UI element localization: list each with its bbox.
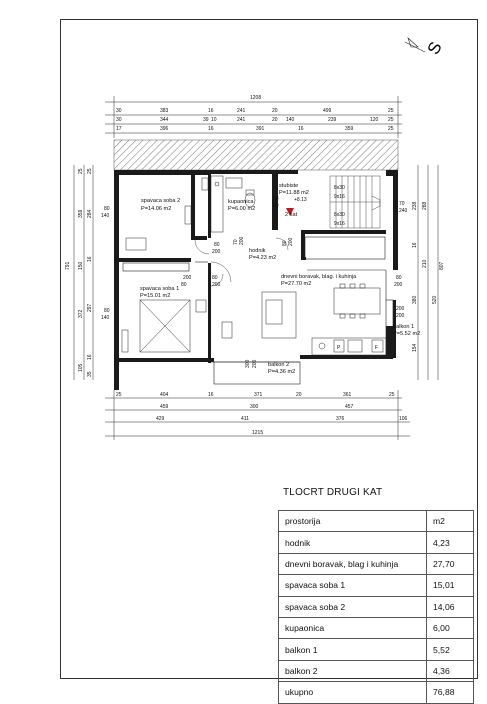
level-text: +8.13 xyxy=(294,197,307,203)
svg-text:80: 80 xyxy=(212,275,218,281)
svg-text:200: 200 xyxy=(239,236,245,245)
svg-text:16: 16 xyxy=(87,354,93,360)
table-row xyxy=(279,660,474,681)
north-arrow-icon xyxy=(405,38,446,58)
row-name: dnevni boravak, blag i kuhinja xyxy=(279,553,427,574)
svg-text:241: 241 xyxy=(237,108,246,114)
svg-text:39: 39 xyxy=(203,117,209,123)
svg-text:16: 16 xyxy=(87,256,93,262)
bedroom-1-furniture xyxy=(122,300,206,352)
svg-text:344: 344 xyxy=(160,117,169,123)
table-header-name: prostorija xyxy=(279,511,427,532)
svg-text:383: 383 xyxy=(160,108,169,114)
table-row xyxy=(279,575,474,596)
svg-text:200: 200 xyxy=(396,306,405,312)
room-balkon1-area: P=5.52 m2 xyxy=(393,331,421,337)
svg-text:140: 140 xyxy=(101,213,110,219)
table-header-unit: m2 xyxy=(427,511,474,532)
table-row xyxy=(279,553,474,574)
row-name: balkon 2 xyxy=(279,660,427,681)
svg-text:288: 288 xyxy=(422,201,428,210)
svg-text:238: 238 xyxy=(412,201,418,210)
svg-text:80: 80 xyxy=(104,206,110,212)
room-soba2-area: P=14.06 m2 xyxy=(141,206,172,212)
dim-top-total: 1208 xyxy=(250,95,262,101)
table-header-row xyxy=(279,511,474,532)
svg-text:105: 105 xyxy=(78,363,84,372)
svg-text:457: 457 xyxy=(345,404,354,410)
table-row xyxy=(279,639,474,660)
svg-text:120: 120 xyxy=(370,117,379,123)
svg-text:200: 200 xyxy=(212,249,221,255)
row-name: spavaca soba 1 xyxy=(279,575,427,596)
svg-text:16: 16 xyxy=(208,392,214,398)
svg-text:25: 25 xyxy=(116,392,122,398)
svg-text:16: 16 xyxy=(298,126,304,132)
north-letter: S xyxy=(423,38,446,58)
row-name: balkon 1 xyxy=(279,639,427,660)
row-value: 14,06 xyxy=(427,596,474,617)
room-balkon1-name: balkon 1 xyxy=(393,324,415,330)
dim-top-row1 xyxy=(116,108,394,114)
svg-text:371: 371 xyxy=(254,392,263,398)
room-hodnik-name: hodnik xyxy=(249,248,266,254)
room-soba2-name: spavaca soba 2 xyxy=(141,198,181,204)
svg-text:25: 25 xyxy=(388,117,394,123)
row-value: 4,23 xyxy=(427,532,474,553)
svg-text:50: 50 xyxy=(273,203,279,209)
svg-text:80: 80 xyxy=(273,196,279,202)
living-room-furniture xyxy=(222,284,386,355)
table-row xyxy=(279,532,474,553)
svg-text:200: 200 xyxy=(212,282,221,288)
svg-text:459: 459 xyxy=(160,404,169,410)
dim-right-col xyxy=(412,201,438,352)
svg-text:380: 380 xyxy=(412,295,418,304)
room-stubiste-name: stubiste xyxy=(279,183,299,189)
room-balkon2-name: balkon 2 xyxy=(268,362,290,368)
svg-text:140: 140 xyxy=(286,117,295,123)
svg-text:80: 80 xyxy=(214,242,220,248)
svg-text:17: 17 xyxy=(116,126,122,132)
roof-hatch xyxy=(114,140,398,170)
stair-label-3: 8x30 xyxy=(334,212,345,218)
svg-text:150: 150 xyxy=(78,261,84,270)
svg-text:10: 10 xyxy=(211,117,217,123)
svg-text:391: 391 xyxy=(256,126,265,132)
table-row xyxy=(279,596,474,617)
dim-right-total: 807 xyxy=(439,261,445,270)
svg-text:241: 241 xyxy=(237,117,246,123)
dim-left-total: 791 xyxy=(65,261,71,270)
svg-text:20: 20 xyxy=(272,117,278,123)
row-value: 5,52 xyxy=(427,639,474,660)
svg-text:404: 404 xyxy=(160,392,169,398)
stair-label-4: 9x16 xyxy=(334,221,345,227)
svg-text:361: 361 xyxy=(343,392,352,398)
svg-text:429: 429 xyxy=(156,416,165,422)
svg-text:411: 411 xyxy=(241,416,249,422)
row-value: 6,00 xyxy=(427,617,474,638)
dim-left-col xyxy=(78,168,93,377)
room-balkon2-area: P=4.36 m2 xyxy=(268,369,296,375)
table-row-total xyxy=(279,682,474,703)
dim-bottom-row1 xyxy=(116,392,395,398)
bedroom-2-furniture xyxy=(126,206,191,250)
room-stubiste-area: P=11.88 m2 xyxy=(279,190,309,196)
svg-text:80: 80 xyxy=(104,308,110,314)
row-name: spavaca soba 2 xyxy=(279,596,427,617)
svg-text:30: 30 xyxy=(116,117,122,123)
row-value: 27,70 xyxy=(427,553,474,574)
svg-text:200: 200 xyxy=(288,237,294,246)
room-soba1-area: P=15.01 m2 xyxy=(140,293,171,299)
floor-level-label: 2 kat xyxy=(285,212,298,218)
svg-text:25: 25 xyxy=(389,392,395,398)
door-dimensions xyxy=(101,196,408,368)
row-value: 15,01 xyxy=(427,575,474,596)
row-name: kupaonica xyxy=(279,617,427,638)
svg-text:70: 70 xyxy=(399,201,405,207)
stair-label-1: 8x30 xyxy=(334,185,345,191)
right-dimensions xyxy=(418,165,438,380)
table-row xyxy=(279,617,474,638)
svg-text:200: 200 xyxy=(396,313,405,319)
svg-text:30: 30 xyxy=(116,108,122,114)
room-dnevni-name: dnevni boravak, blag. i kuhinja xyxy=(281,274,357,280)
room-kupaonica-area: P=6.00 m2 xyxy=(228,206,256,212)
svg-text:359: 359 xyxy=(345,126,354,132)
area-table xyxy=(278,510,474,704)
svg-text:16: 16 xyxy=(412,242,418,248)
svg-text:200: 200 xyxy=(252,359,258,368)
fridge-label: P xyxy=(337,345,341,351)
svg-text:210: 210 xyxy=(422,259,428,268)
svg-text:372: 372 xyxy=(78,309,84,318)
left-dimensions xyxy=(74,165,93,380)
svg-text:200: 200 xyxy=(183,275,192,281)
room-dnevni-area: P=27.70 m2 xyxy=(281,281,312,287)
row-value: 76,88 xyxy=(427,682,474,703)
svg-text:376: 376 xyxy=(336,416,345,422)
row-value: 4,36 xyxy=(427,660,474,681)
svg-text:80: 80 xyxy=(181,282,187,288)
svg-text:396: 396 xyxy=(160,126,169,132)
dim-top-row3 xyxy=(116,126,394,132)
svg-text:16: 16 xyxy=(208,126,214,132)
svg-text:359: 359 xyxy=(78,209,84,218)
svg-text:499: 499 xyxy=(323,108,332,114)
svg-text:25: 25 xyxy=(388,108,394,114)
svg-text:297: 297 xyxy=(87,303,93,312)
svg-text:300: 300 xyxy=(245,359,251,368)
svg-text:35: 35 xyxy=(87,371,93,377)
svg-text:25: 25 xyxy=(78,168,84,174)
svg-text:70: 70 xyxy=(233,239,239,245)
oven-label: F xyxy=(375,345,379,351)
svg-text:154: 154 xyxy=(412,343,418,352)
svg-text:20: 20 xyxy=(272,108,278,114)
svg-text:284: 284 xyxy=(87,209,93,218)
dim-top-row2 xyxy=(116,117,394,123)
dim-bottom-row3 xyxy=(156,416,408,422)
drawing-title: TLOCRT DRUGI KAT xyxy=(283,487,383,498)
row-name: hodnik xyxy=(279,532,427,553)
room-kupaonica-name: kupaonica xyxy=(228,199,254,205)
top-dimensions xyxy=(105,96,402,138)
svg-text:80: 80 xyxy=(282,240,288,246)
svg-text:20: 20 xyxy=(296,392,302,398)
row-name: ukupno xyxy=(279,682,427,703)
svg-text:25: 25 xyxy=(388,126,394,132)
stair-label-2: 9x16 xyxy=(334,194,345,200)
room-hodnik-area: P=4.23 m2 xyxy=(249,255,277,261)
room-soba1-name: spavaca soba 1 xyxy=(140,286,180,292)
dim-bottom-total: 1215 xyxy=(252,430,264,436)
svg-text:240: 240 xyxy=(399,208,408,214)
svg-text:25: 25 xyxy=(87,168,93,174)
svg-text:106: 106 xyxy=(399,416,408,422)
svg-text:300: 300 xyxy=(250,404,259,410)
svg-text:239: 239 xyxy=(328,117,337,123)
svg-text:80: 80 xyxy=(396,275,402,281)
svg-text:140: 140 xyxy=(101,315,110,321)
dim-bottom-row2 xyxy=(160,404,354,410)
svg-text:200: 200 xyxy=(394,282,403,288)
svg-text:520: 520 xyxy=(432,295,438,304)
svg-text:16: 16 xyxy=(208,108,214,114)
